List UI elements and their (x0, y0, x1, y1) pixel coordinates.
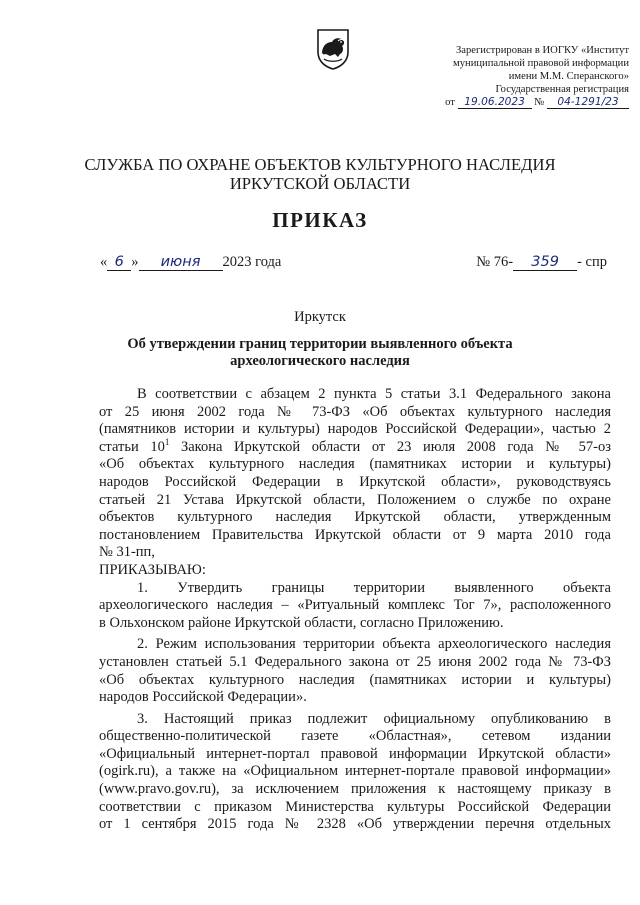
item-2-line: «Об объектах культурного наследия (памятниках истории и культуры) (99, 671, 611, 688)
preamble-article: статьи 10 (99, 438, 165, 455)
item-3-line: «Официальный интернет-портал правовой информации Иркутской области» (99, 745, 611, 762)
order-date (100, 254, 281, 271)
registration-number-prefix: № (534, 97, 545, 109)
order-body (99, 386, 611, 834)
order-number-prefix: № 76- (476, 254, 514, 270)
preamble-line: статьей 21 Устава Иркутской области, Положением о службе по охране (99, 491, 611, 508)
date-day: 6 (107, 254, 131, 271)
preamble-line: № 31-пп, (99, 544, 155, 561)
preamble-line: (памятников истории и культуры) народов Российской Федерации», частью 2 (99, 421, 611, 438)
coat-of-arms-emblem (314, 26, 352, 70)
item-2-line: установлен статьей 5.1 Федерального закона от 25 июня 2002 года № 73-ФЗ (99, 653, 611, 670)
order-subject (0, 336, 640, 370)
item-2-line: народов Российской Федерации». (99, 689, 307, 706)
item-3-line: (ogirk.ru), а также на «Официальном интернет-портале правовой информации» (99, 763, 611, 780)
date-year: 2023 года (222, 254, 282, 270)
registration-line-1: Зарегистрирован в ИОГКУ «Институт (455, 45, 629, 56)
document-type-title: ПРИКАЗ (272, 208, 368, 232)
city-name: Иркутск (294, 309, 346, 325)
registration-line-2: муниципальной правовой информации (453, 58, 629, 70)
subject-line-2: археологического наследия (230, 353, 410, 369)
agency-name-line-1: СЛУЖБА ПО ОХРАНЕ ОБЪЕКТОВ КУЛЬТУРНОГО НАСЛЕДИЯ (84, 155, 556, 174)
order-number-suffix: - спр (577, 254, 607, 270)
preamble-line: объектов культурного наследия Иркутской области, утвержденным (99, 509, 611, 526)
article-superscript: 1 (164, 436, 170, 447)
item-3-line: 3. Настоящий приказ подлежит официальному опубликованию в (137, 710, 611, 727)
registration-date-value: 19.06.2023 (458, 97, 532, 109)
preamble-line: от 25 июня 2002 года № 73-ФЗ «Об объектах культурного наследия (99, 403, 611, 420)
registration-date-number-line (379, 96, 629, 109)
registration-line-3: имени М.М. Сперанского» (508, 71, 629, 83)
item-1-line: в Ольхонском районе Иркутской области, согласно Приложению. (99, 614, 504, 631)
item-1-line: 1. Утвердить границы территории выявленного объекта (137, 579, 611, 596)
subject-line-1: Об утверждении границ территории выявленного объекта (127, 336, 513, 352)
preamble-continuation: Закона Иркутской области от 23 июля 2008 года № 57-оз (169, 438, 611, 455)
date-open-quote: « (100, 254, 108, 270)
preamble-line: народов Российской Федерации в Иркутской области», руководствуясь (99, 473, 611, 490)
registration-stamp (379, 44, 629, 109)
preamble-line: «Об объектах культурного наследия (памятниках истории и культуры) (99, 456, 611, 473)
date-month: июня (139, 254, 223, 271)
preamble-line-with-superscript (99, 436, 611, 457)
registration-date-prefix: от (445, 97, 455, 109)
preamble-line: постановлением Правительства Иркутской области от 9 марта 2010 года (99, 526, 611, 543)
order-number-value: 359 (513, 254, 577, 271)
item-2-line: 2. Режим использования территории объекта археологического наследия (137, 636, 611, 653)
item-1-line: археологического наследия – «Ритуальный комплекс Тог 7», расположенного (99, 597, 611, 614)
preamble-line: В соответствии с абзацем 2 пункта 5 статьи 3.1 Федерального закона (137, 386, 611, 402)
agency-name-line-2: ИРКУТСКОЙ ОБЛАСТИ (229, 174, 411, 193)
item-3-line: (www.pravo.gov.ru), за исключением приложения к настоящему приказу в (99, 781, 611, 798)
date-close-quote: » (131, 254, 139, 270)
order-directive-word: ПРИКАЗЫВАЮ: (99, 561, 206, 578)
item-3-line: от 1 сентября 2015 года № 2328 «Об утверждении перечня отдельных (99, 816, 611, 833)
item-3-line: соответствии с приказом Министерства культуры Российской Федерации (99, 798, 611, 815)
item-3-line: общественно-политической газете «Областная», сетевом издании (99, 728, 611, 745)
registration-line-4: Государственная регистрация (495, 84, 629, 96)
order-number (476, 254, 607, 271)
registration-number-value: 04-1291/23 (547, 97, 629, 109)
